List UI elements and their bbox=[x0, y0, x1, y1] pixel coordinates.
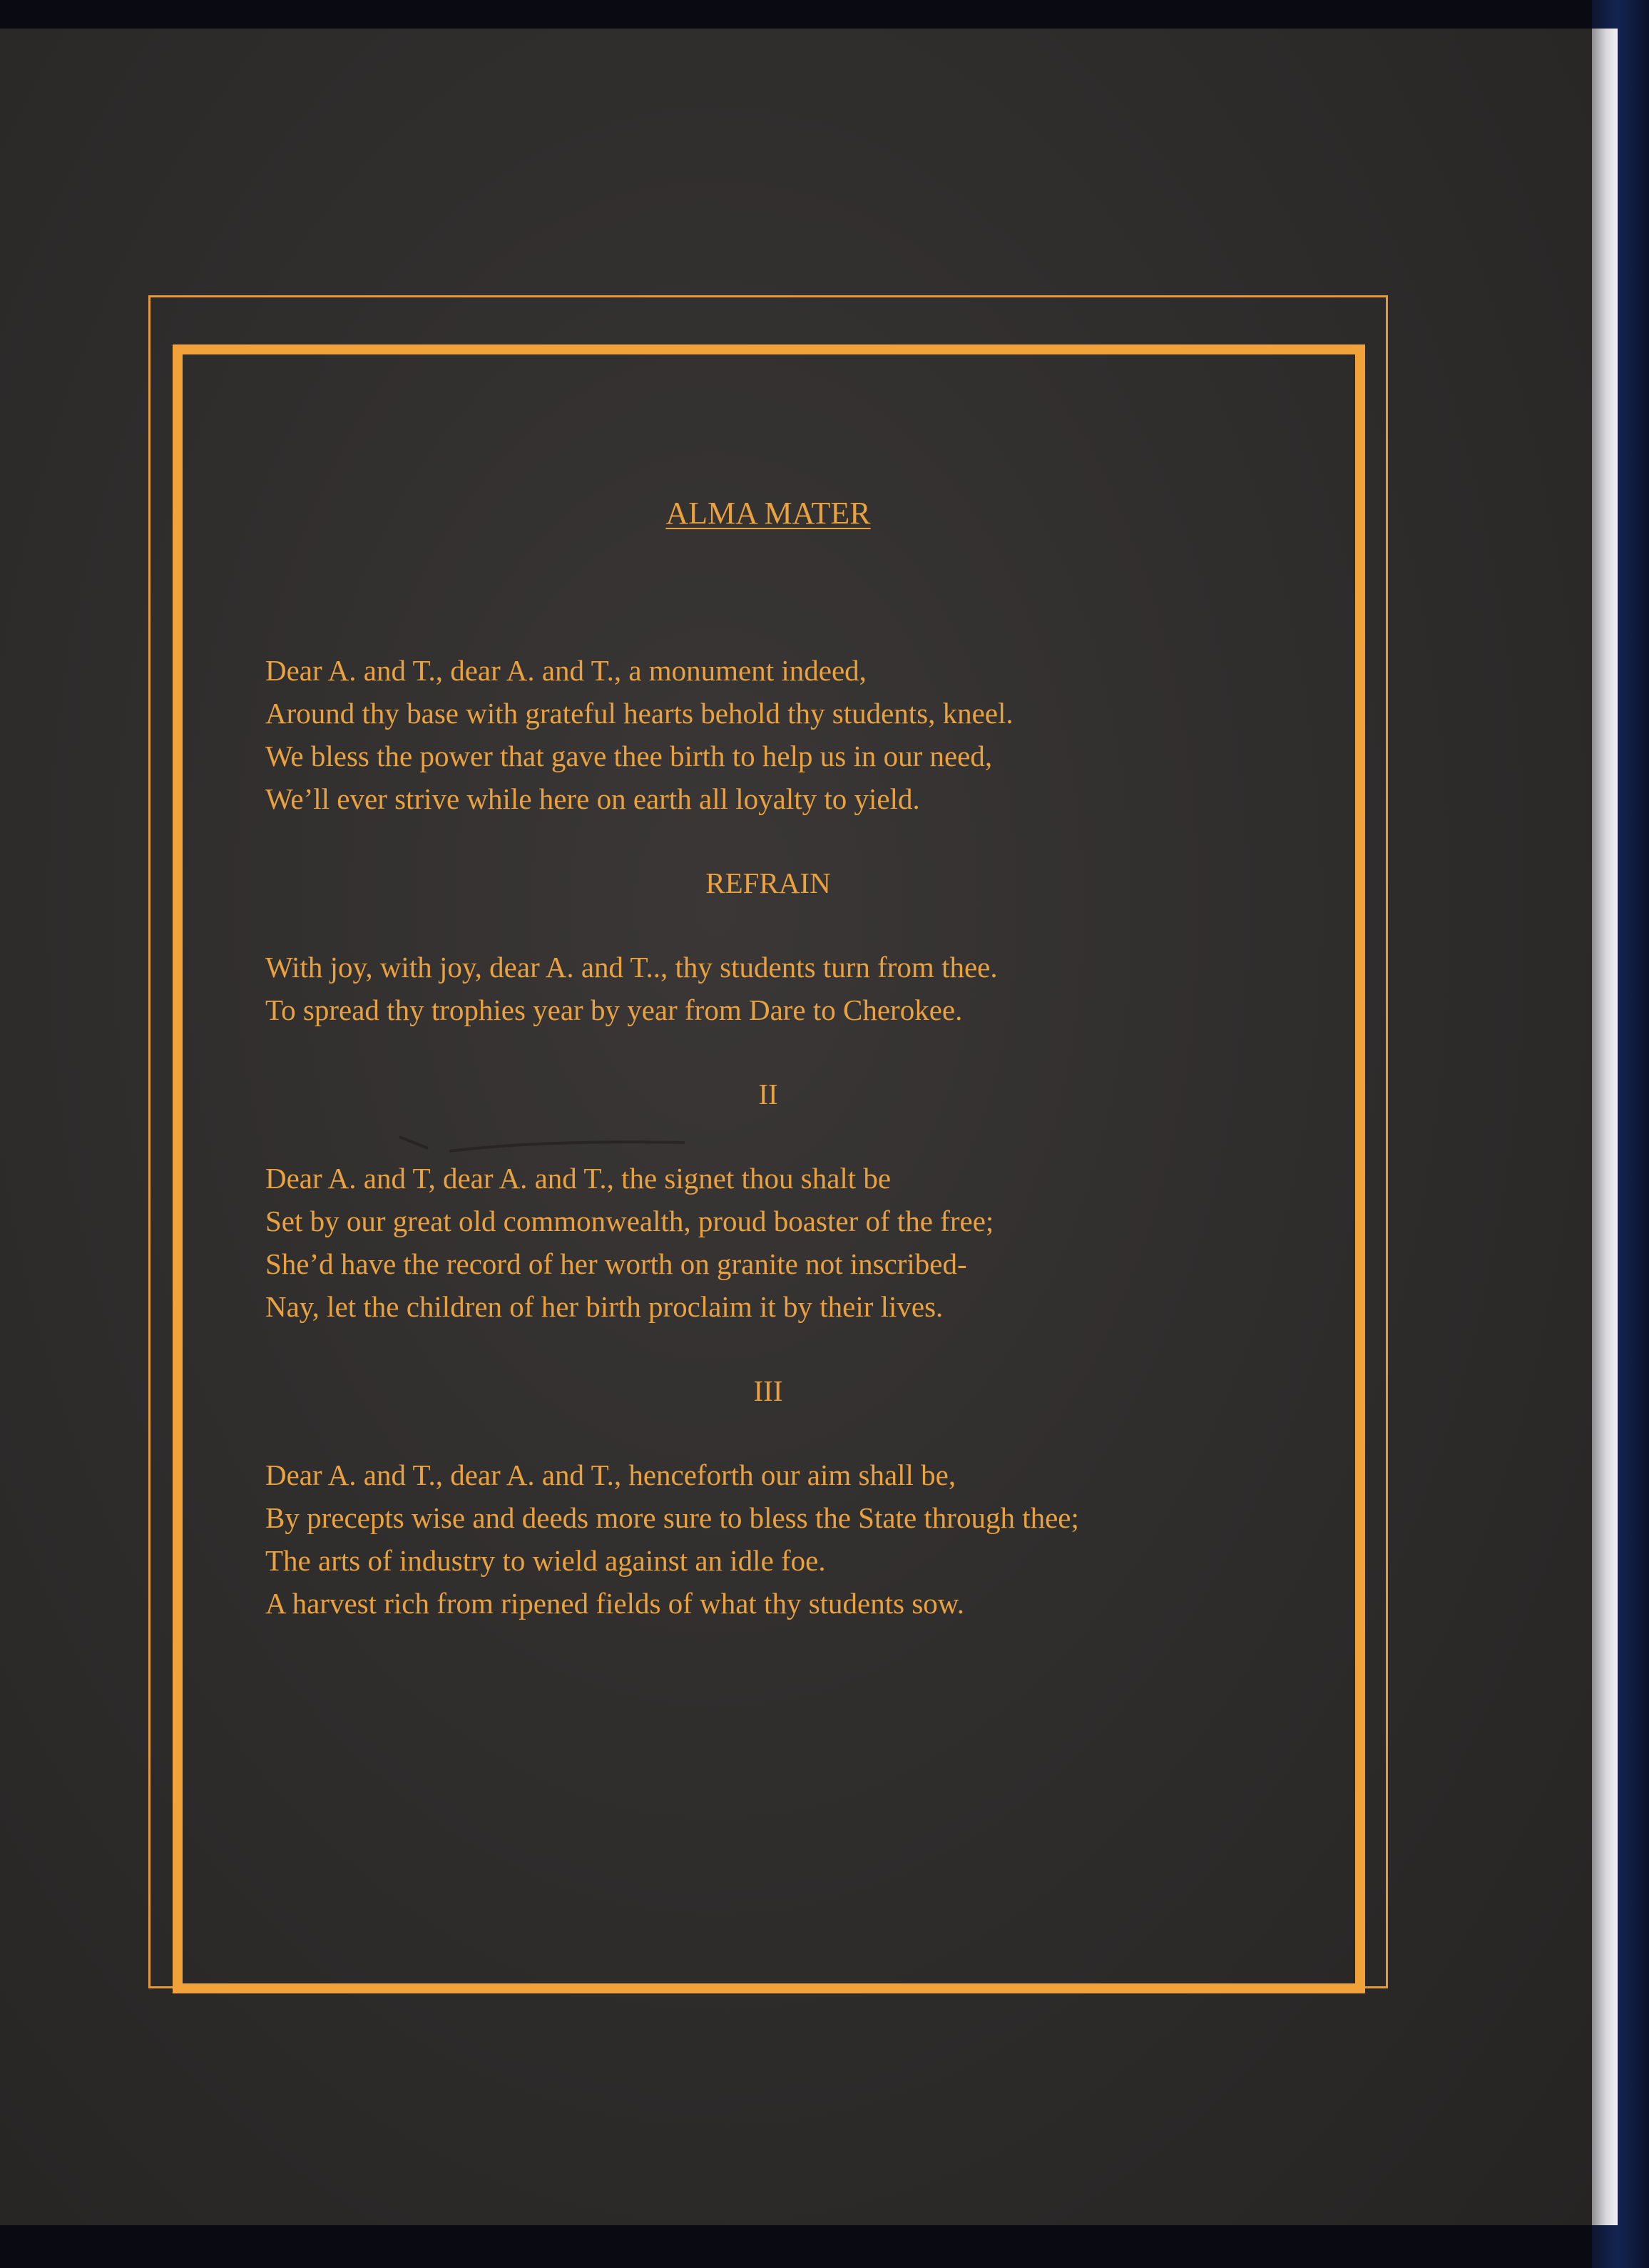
poem-title: ALMA MATER bbox=[665, 496, 871, 531]
verse-line: By precepts wise and deeds more sure to bless the State through thee; bbox=[265, 1501, 1079, 1534]
verse-line: We bless the power that gave thee birth to help us in our need, bbox=[265, 740, 993, 772]
verse-line: Dear A. and T., dear A. and T., henceforth our aim shall be, bbox=[265, 1459, 956, 1491]
poem-block bbox=[265, 471, 1278, 1625]
verse-line: Dear A. and T., dear A. and T., a monument indeed, bbox=[265, 654, 867, 687]
verse-line: Around thy base with grateful hearts behold thy students, kneel. bbox=[265, 697, 1014, 730]
page-stack-edge bbox=[1592, 29, 1618, 2225]
refrain bbox=[265, 946, 1278, 1031]
verse-1 bbox=[265, 649, 1278, 820]
verse-3-heading: III bbox=[753, 1374, 783, 1407]
refrain-line: To spread thy trophies year by year from Dare to Cherokee. bbox=[265, 993, 963, 1026]
verse-line: She’d have the record of her worth on granite not inscribed- bbox=[265, 1247, 967, 1280]
verse-2 bbox=[265, 1157, 1278, 1328]
verse-2-heading: II bbox=[758, 1078, 778, 1110]
refrain-line: With joy, with joy, dear A. and T.., thy students turn from thee. bbox=[265, 951, 998, 984]
verse-line: The arts of industry to wield against an idle foe. bbox=[265, 1544, 826, 1577]
verse-line: A harvest rich from ripened fields of what thy students sow. bbox=[265, 1587, 964, 1620]
verse-3 bbox=[265, 1454, 1278, 1625]
verse-line: Dear A. and T, dear A. and T., the signet thou shalt be bbox=[265, 1162, 892, 1195]
verse-line: We’ll ever strive while here on earth all loyalty to yield. bbox=[265, 782, 920, 815]
verse-line: Nay, let the children of her birth proclaim it by their lives. bbox=[265, 1290, 944, 1323]
refrain-heading: REFRAIN bbox=[705, 867, 831, 899]
page-sheet bbox=[0, 29, 1592, 2225]
verse-line: Set by our great old commonwealth, proud boaster of the free; bbox=[265, 1205, 994, 1237]
